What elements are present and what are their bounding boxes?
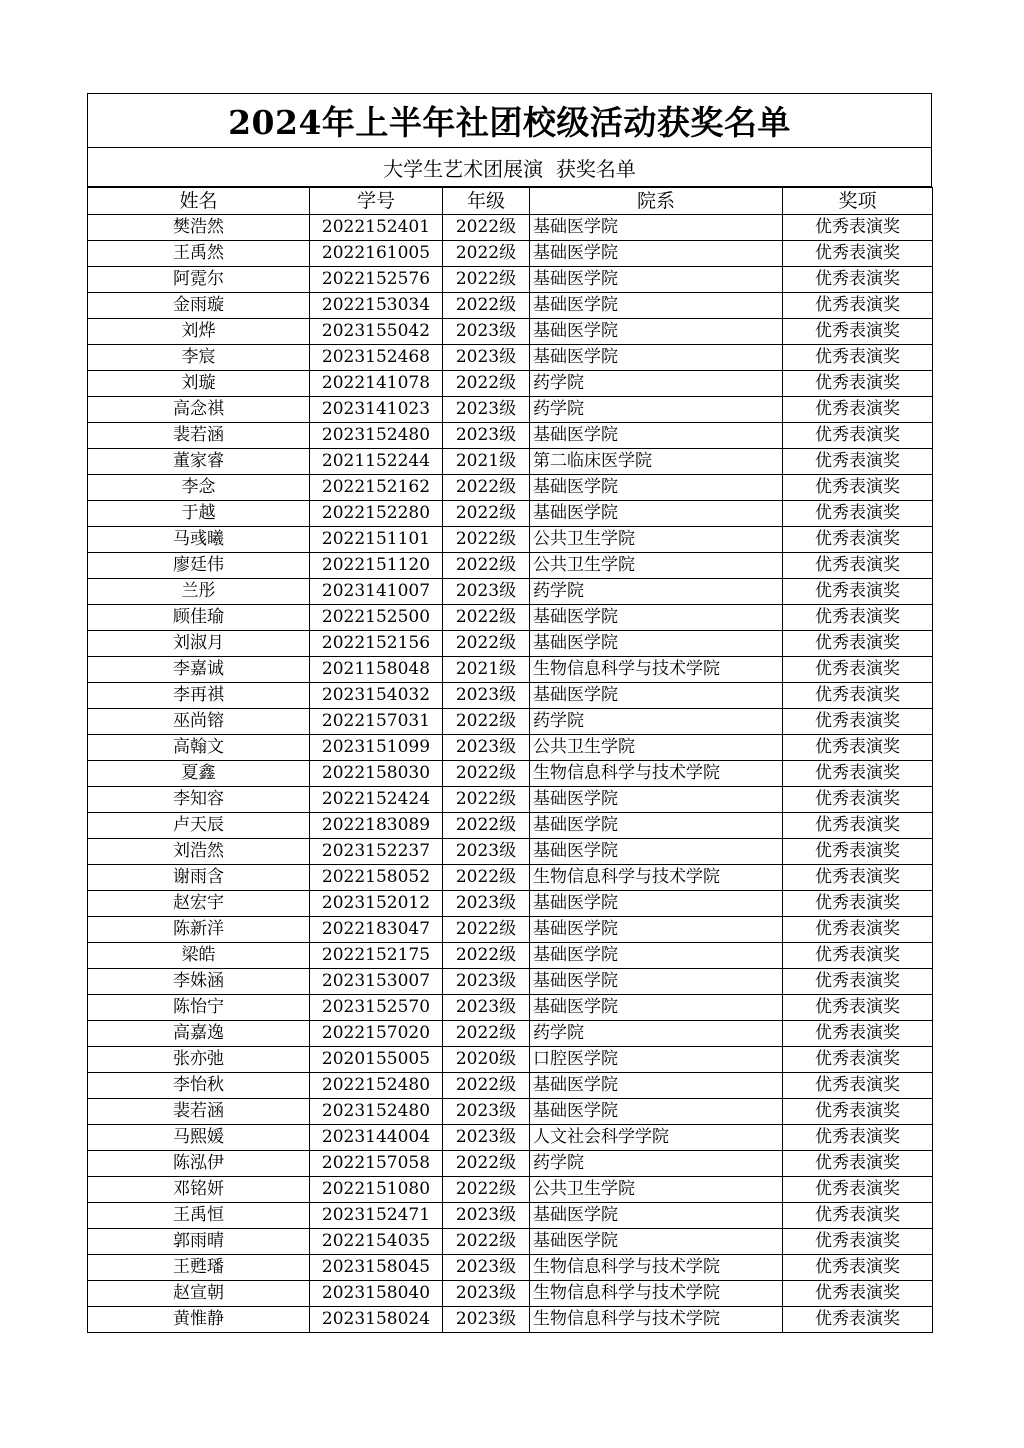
cell-grade: 2022级 (443, 787, 530, 813)
cell-department: 公共卫生学院 (530, 735, 783, 761)
table-row (88, 839, 933, 865)
table-header-row (88, 188, 933, 215)
cell-grade: 2023级 (443, 891, 530, 917)
cell-student-id: 2023153007 (310, 969, 443, 995)
cell-grade: 2023级 (443, 345, 530, 371)
cell-grade: 2022级 (443, 241, 530, 267)
cell-grade: 2022级 (443, 475, 530, 501)
cell-department: 基础医学院 (530, 683, 783, 709)
cell-award: 优秀表演奖 (783, 683, 933, 709)
cell-department: 药学院 (530, 397, 783, 423)
cell-grade: 2022级 (443, 813, 530, 839)
cell-name: 兰彤 (88, 579, 310, 605)
cell-student-id: 2022158030 (310, 761, 443, 787)
cell-name: 李知容 (88, 787, 310, 813)
cell-grade: 2022级 (443, 215, 530, 241)
cell-name: 刘烨 (88, 319, 310, 345)
cell-department: 基础医学院 (530, 943, 783, 969)
cell-department: 基础医学院 (530, 1229, 783, 1255)
table-row (88, 215, 933, 241)
table-row (88, 1021, 933, 1047)
cell-award: 优秀表演奖 (783, 1307, 933, 1333)
cell-award: 优秀表演奖 (783, 1047, 933, 1073)
table-row (88, 1203, 933, 1229)
cell-name: 董家睿 (88, 449, 310, 475)
table-row (88, 891, 933, 917)
cell-award: 优秀表演奖 (783, 319, 933, 345)
cell-student-id: 2023152480 (310, 423, 443, 449)
cell-award: 优秀表演奖 (783, 267, 933, 293)
cell-department: 药学院 (530, 371, 783, 397)
cell-student-id: 2023158045 (310, 1255, 443, 1281)
cell-grade: 2021级 (443, 657, 530, 683)
cell-award: 优秀表演奖 (783, 761, 933, 787)
cell-name: 高翰文 (88, 735, 310, 761)
cell-department: 生物信息科学与技术学院 (530, 1307, 783, 1333)
cell-award: 优秀表演奖 (783, 501, 933, 527)
cell-grade: 2023级 (443, 1255, 530, 1281)
cell-grade: 2023级 (443, 1307, 530, 1333)
cell-name: 陈新洋 (88, 917, 310, 943)
cell-department: 基础医学院 (530, 267, 783, 293)
cell-award: 优秀表演奖 (783, 423, 933, 449)
cell-grade: 2022级 (443, 761, 530, 787)
cell-student-id: 2022157031 (310, 709, 443, 735)
cell-student-id: 2022152576 (310, 267, 443, 293)
cell-grade: 2022级 (443, 1151, 530, 1177)
award-table (87, 187, 933, 1333)
cell-award: 优秀表演奖 (783, 1073, 933, 1099)
cell-student-id: 2023141007 (310, 579, 443, 605)
cell-name: 阿霓尔 (88, 267, 310, 293)
table-row (88, 813, 933, 839)
cell-grade: 2023级 (443, 683, 530, 709)
cell-grade: 2022级 (443, 709, 530, 735)
cell-award: 优秀表演奖 (783, 1177, 933, 1203)
cell-grade: 2022级 (443, 527, 530, 553)
cell-name: 裴若涵 (88, 1099, 310, 1125)
cell-department: 基础医学院 (530, 995, 783, 1021)
document-subtitle: 大学生艺术团展演 获奖名单 (87, 148, 932, 187)
cell-department: 基础医学院 (530, 475, 783, 501)
cell-name: 裴若涵 (88, 423, 310, 449)
cell-student-id: 2023141023 (310, 397, 443, 423)
cell-name: 李念 (88, 475, 310, 501)
award-list-sheet (87, 93, 932, 1333)
cell-name: 廖廷伟 (88, 553, 310, 579)
cell-department: 药学院 (530, 709, 783, 735)
cell-grade: 2022级 (443, 605, 530, 631)
cell-student-id: 2023154032 (310, 683, 443, 709)
cell-department: 基础医学院 (530, 293, 783, 319)
table-row (88, 527, 933, 553)
cell-name: 刘淑月 (88, 631, 310, 657)
cell-department: 第二临床医学院 (530, 449, 783, 475)
cell-grade: 2022级 (443, 631, 530, 657)
cell-name: 马彧曦 (88, 527, 310, 553)
cell-grade: 2022级 (443, 267, 530, 293)
cell-award: 优秀表演奖 (783, 397, 933, 423)
cell-department: 生物信息科学与技术学院 (530, 1281, 783, 1307)
table-row (88, 553, 933, 579)
cell-student-id: 2022152156 (310, 631, 443, 657)
cell-name: 王甦璠 (88, 1255, 310, 1281)
cell-award: 优秀表演奖 (783, 371, 933, 397)
table-row (88, 995, 933, 1021)
cell-department: 人文社会科学学院 (530, 1125, 783, 1151)
table-row (88, 1229, 933, 1255)
cell-name: 卢天辰 (88, 813, 310, 839)
cell-department: 基础医学院 (530, 969, 783, 995)
cell-student-id: 2023158040 (310, 1281, 443, 1307)
table-row (88, 1073, 933, 1099)
cell-department: 公共卫生学院 (530, 553, 783, 579)
cell-name: 赵宣朝 (88, 1281, 310, 1307)
cell-student-id: 2022152401 (310, 215, 443, 241)
table-body (88, 215, 933, 1333)
table-row (88, 787, 933, 813)
cell-student-id: 2022151080 (310, 1177, 443, 1203)
cell-grade: 2023级 (443, 397, 530, 423)
table-row (88, 501, 933, 527)
cell-student-id: 2023152468 (310, 345, 443, 371)
column-header-award: 奖项 (783, 188, 933, 215)
cell-grade: 2022级 (443, 865, 530, 891)
cell-award: 优秀表演奖 (783, 1281, 933, 1307)
cell-department: 基础医学院 (530, 1203, 783, 1229)
table-row (88, 1047, 933, 1073)
cell-award: 优秀表演奖 (783, 1099, 933, 1125)
cell-name: 李姝涵 (88, 969, 310, 995)
table-row (88, 475, 933, 501)
cell-student-id: 2023152570 (310, 995, 443, 1021)
table-row (88, 371, 933, 397)
cell-grade: 2020级 (443, 1047, 530, 1073)
cell-department: 基础医学院 (530, 839, 783, 865)
cell-grade: 2022级 (443, 1021, 530, 1047)
cell-grade: 2023级 (443, 995, 530, 1021)
cell-department: 基础医学院 (530, 215, 783, 241)
cell-grade: 2021级 (443, 449, 530, 475)
cell-grade: 2022级 (443, 943, 530, 969)
cell-department: 基础医学院 (530, 423, 783, 449)
cell-grade: 2023级 (443, 1099, 530, 1125)
cell-name: 谢雨含 (88, 865, 310, 891)
cell-department: 生物信息科学与技术学院 (530, 865, 783, 891)
cell-award: 优秀表演奖 (783, 917, 933, 943)
cell-award: 优秀表演奖 (783, 995, 933, 1021)
cell-student-id: 2023152012 (310, 891, 443, 917)
table-row (88, 1125, 933, 1151)
table-row (88, 293, 933, 319)
cell-name: 刘璇 (88, 371, 310, 397)
cell-grade: 2022级 (443, 1177, 530, 1203)
cell-name: 赵宏宇 (88, 891, 310, 917)
cell-name: 李再祺 (88, 683, 310, 709)
table-row (88, 423, 933, 449)
table-row (88, 631, 933, 657)
cell-department: 公共卫生学院 (530, 527, 783, 553)
cell-award: 优秀表演奖 (783, 1255, 933, 1281)
cell-award: 优秀表演奖 (783, 293, 933, 319)
column-header-name: 姓名 (88, 188, 310, 215)
cell-grade: 2022级 (443, 371, 530, 397)
cell-student-id: 2023152471 (310, 1203, 443, 1229)
cell-student-id: 2022152500 (310, 605, 443, 631)
cell-grade: 2022级 (443, 1229, 530, 1255)
cell-name: 高念祺 (88, 397, 310, 423)
table-row (88, 917, 933, 943)
table-row (88, 1151, 933, 1177)
cell-student-id: 2021158048 (310, 657, 443, 683)
table-row (88, 761, 933, 787)
cell-student-id: 2021152244 (310, 449, 443, 475)
cell-name: 王禹恒 (88, 1203, 310, 1229)
table-row (88, 397, 933, 423)
table-row (88, 1099, 933, 1125)
cell-student-id: 2023155042 (310, 319, 443, 345)
cell-grade: 2022级 (443, 293, 530, 319)
cell-award: 优秀表演奖 (783, 709, 933, 735)
cell-award: 优秀表演奖 (783, 553, 933, 579)
cell-department: 基础医学院 (530, 917, 783, 943)
cell-name: 金雨璇 (88, 293, 310, 319)
cell-grade: 2023级 (443, 1281, 530, 1307)
table-row (88, 241, 933, 267)
cell-award: 优秀表演奖 (783, 891, 933, 917)
cell-student-id: 2022157058 (310, 1151, 443, 1177)
table-row (88, 1281, 933, 1307)
cell-grade: 2023级 (443, 423, 530, 449)
cell-grade: 2023级 (443, 1125, 530, 1151)
cell-name: 李怡秋 (88, 1073, 310, 1099)
cell-award: 优秀表演奖 (783, 345, 933, 371)
cell-student-id: 2022161005 (310, 241, 443, 267)
cell-name: 梁皓 (88, 943, 310, 969)
cell-department: 药学院 (530, 1021, 783, 1047)
cell-department: 生物信息科学与技术学院 (530, 1255, 783, 1281)
cell-award: 优秀表演奖 (783, 969, 933, 995)
cell-student-id: 2022158052 (310, 865, 443, 891)
cell-award: 优秀表演奖 (783, 735, 933, 761)
table-row (88, 735, 933, 761)
cell-award: 优秀表演奖 (783, 657, 933, 683)
table-row (88, 1255, 933, 1281)
table-row (88, 579, 933, 605)
cell-name: 巫尚镕 (88, 709, 310, 735)
cell-award: 优秀表演奖 (783, 813, 933, 839)
cell-name: 陈怡宁 (88, 995, 310, 1021)
cell-department: 基础医学院 (530, 1073, 783, 1099)
cell-name: 顾佳瑜 (88, 605, 310, 631)
cell-department: 基础医学院 (530, 319, 783, 345)
cell-grade: 2023级 (443, 579, 530, 605)
cell-award: 优秀表演奖 (783, 579, 933, 605)
table-row (88, 709, 933, 735)
cell-award: 优秀表演奖 (783, 631, 933, 657)
cell-grade: 2023级 (443, 735, 530, 761)
cell-award: 优秀表演奖 (783, 1229, 933, 1255)
table-row (88, 605, 933, 631)
cell-department: 生物信息科学与技术学院 (530, 657, 783, 683)
cell-student-id: 2022152280 (310, 501, 443, 527)
cell-award: 优秀表演奖 (783, 1203, 933, 1229)
table-row (88, 865, 933, 891)
cell-name: 樊浩然 (88, 215, 310, 241)
cell-student-id: 2023152237 (310, 839, 443, 865)
cell-grade: 2023级 (443, 839, 530, 865)
cell-name: 陈泓伊 (88, 1151, 310, 1177)
cell-department: 口腔医学院 (530, 1047, 783, 1073)
cell-student-id: 2023151099 (310, 735, 443, 761)
cell-name: 高嘉逸 (88, 1021, 310, 1047)
cell-student-id: 2022153034 (310, 293, 443, 319)
cell-department: 药学院 (530, 579, 783, 605)
table-row (88, 319, 933, 345)
cell-student-id: 2022157020 (310, 1021, 443, 1047)
cell-award: 优秀表演奖 (783, 865, 933, 891)
cell-award: 优秀表演奖 (783, 605, 933, 631)
cell-student-id: 2022152175 (310, 943, 443, 969)
cell-award: 优秀表演奖 (783, 475, 933, 501)
cell-grade: 2022级 (443, 501, 530, 527)
cell-student-id: 2022151120 (310, 553, 443, 579)
table-row (88, 1177, 933, 1203)
cell-name: 马熙媛 (88, 1125, 310, 1151)
document-title: 2024年上半年社团校级活动获奖名单 (87, 93, 932, 148)
cell-award: 优秀表演奖 (783, 215, 933, 241)
table-row (88, 657, 933, 683)
cell-name: 于越 (88, 501, 310, 527)
cell-department: 基础医学院 (530, 787, 783, 813)
cell-student-id: 2023158024 (310, 1307, 443, 1333)
table-row (88, 1307, 933, 1333)
cell-award: 优秀表演奖 (783, 1021, 933, 1047)
column-header-department: 院系 (530, 188, 783, 215)
cell-award: 优秀表演奖 (783, 943, 933, 969)
cell-name: 李宸 (88, 345, 310, 371)
cell-student-id: 2023144004 (310, 1125, 443, 1151)
cell-name: 郭雨晴 (88, 1229, 310, 1255)
cell-name: 刘浩然 (88, 839, 310, 865)
table-row (88, 267, 933, 293)
cell-award: 优秀表演奖 (783, 449, 933, 475)
cell-grade: 2023级 (443, 969, 530, 995)
cell-department: 基础医学院 (530, 345, 783, 371)
table-row (88, 345, 933, 371)
table-row (88, 449, 933, 475)
cell-department: 基础医学院 (530, 891, 783, 917)
column-header-grade: 年级 (443, 188, 530, 215)
cell-department: 基础医学院 (530, 605, 783, 631)
cell-student-id: 2020155005 (310, 1047, 443, 1073)
cell-award: 优秀表演奖 (783, 839, 933, 865)
cell-award: 优秀表演奖 (783, 787, 933, 813)
cell-award: 优秀表演奖 (783, 241, 933, 267)
cell-grade: 2023级 (443, 1203, 530, 1229)
cell-name: 王禹然 (88, 241, 310, 267)
cell-department: 基础医学院 (530, 241, 783, 267)
cell-name: 李嘉诚 (88, 657, 310, 683)
cell-department: 基础医学院 (530, 501, 783, 527)
cell-student-id: 2022151101 (310, 527, 443, 553)
cell-name: 夏鑫 (88, 761, 310, 787)
cell-student-id: 2022152480 (310, 1073, 443, 1099)
cell-department: 药学院 (530, 1151, 783, 1177)
cell-grade: 2022级 (443, 553, 530, 579)
cell-award: 优秀表演奖 (783, 1125, 933, 1151)
cell-student-id: 2022183047 (310, 917, 443, 943)
table-row (88, 683, 933, 709)
cell-name: 张亦弛 (88, 1047, 310, 1073)
cell-award: 优秀表演奖 (783, 1151, 933, 1177)
table-row (88, 943, 933, 969)
cell-student-id: 2022152424 (310, 787, 443, 813)
column-header-student-id: 学号 (310, 188, 443, 215)
cell-student-id: 2022152162 (310, 475, 443, 501)
cell-department: 基础医学院 (530, 1099, 783, 1125)
cell-student-id: 2023152480 (310, 1099, 443, 1125)
cell-grade: 2022级 (443, 917, 530, 943)
cell-department: 公共卫生学院 (530, 1177, 783, 1203)
cell-award: 优秀表演奖 (783, 527, 933, 553)
cell-department: 基础医学院 (530, 631, 783, 657)
cell-name: 黄惟静 (88, 1307, 310, 1333)
cell-grade: 2023级 (443, 319, 530, 345)
cell-name: 邓铭妍 (88, 1177, 310, 1203)
cell-department: 生物信息科学与技术学院 (530, 761, 783, 787)
cell-department: 基础医学院 (530, 813, 783, 839)
cell-student-id: 2022183089 (310, 813, 443, 839)
table-row (88, 969, 933, 995)
cell-student-id: 2022141078 (310, 371, 443, 397)
cell-grade: 2022级 (443, 1073, 530, 1099)
cell-student-id: 2022154035 (310, 1229, 443, 1255)
